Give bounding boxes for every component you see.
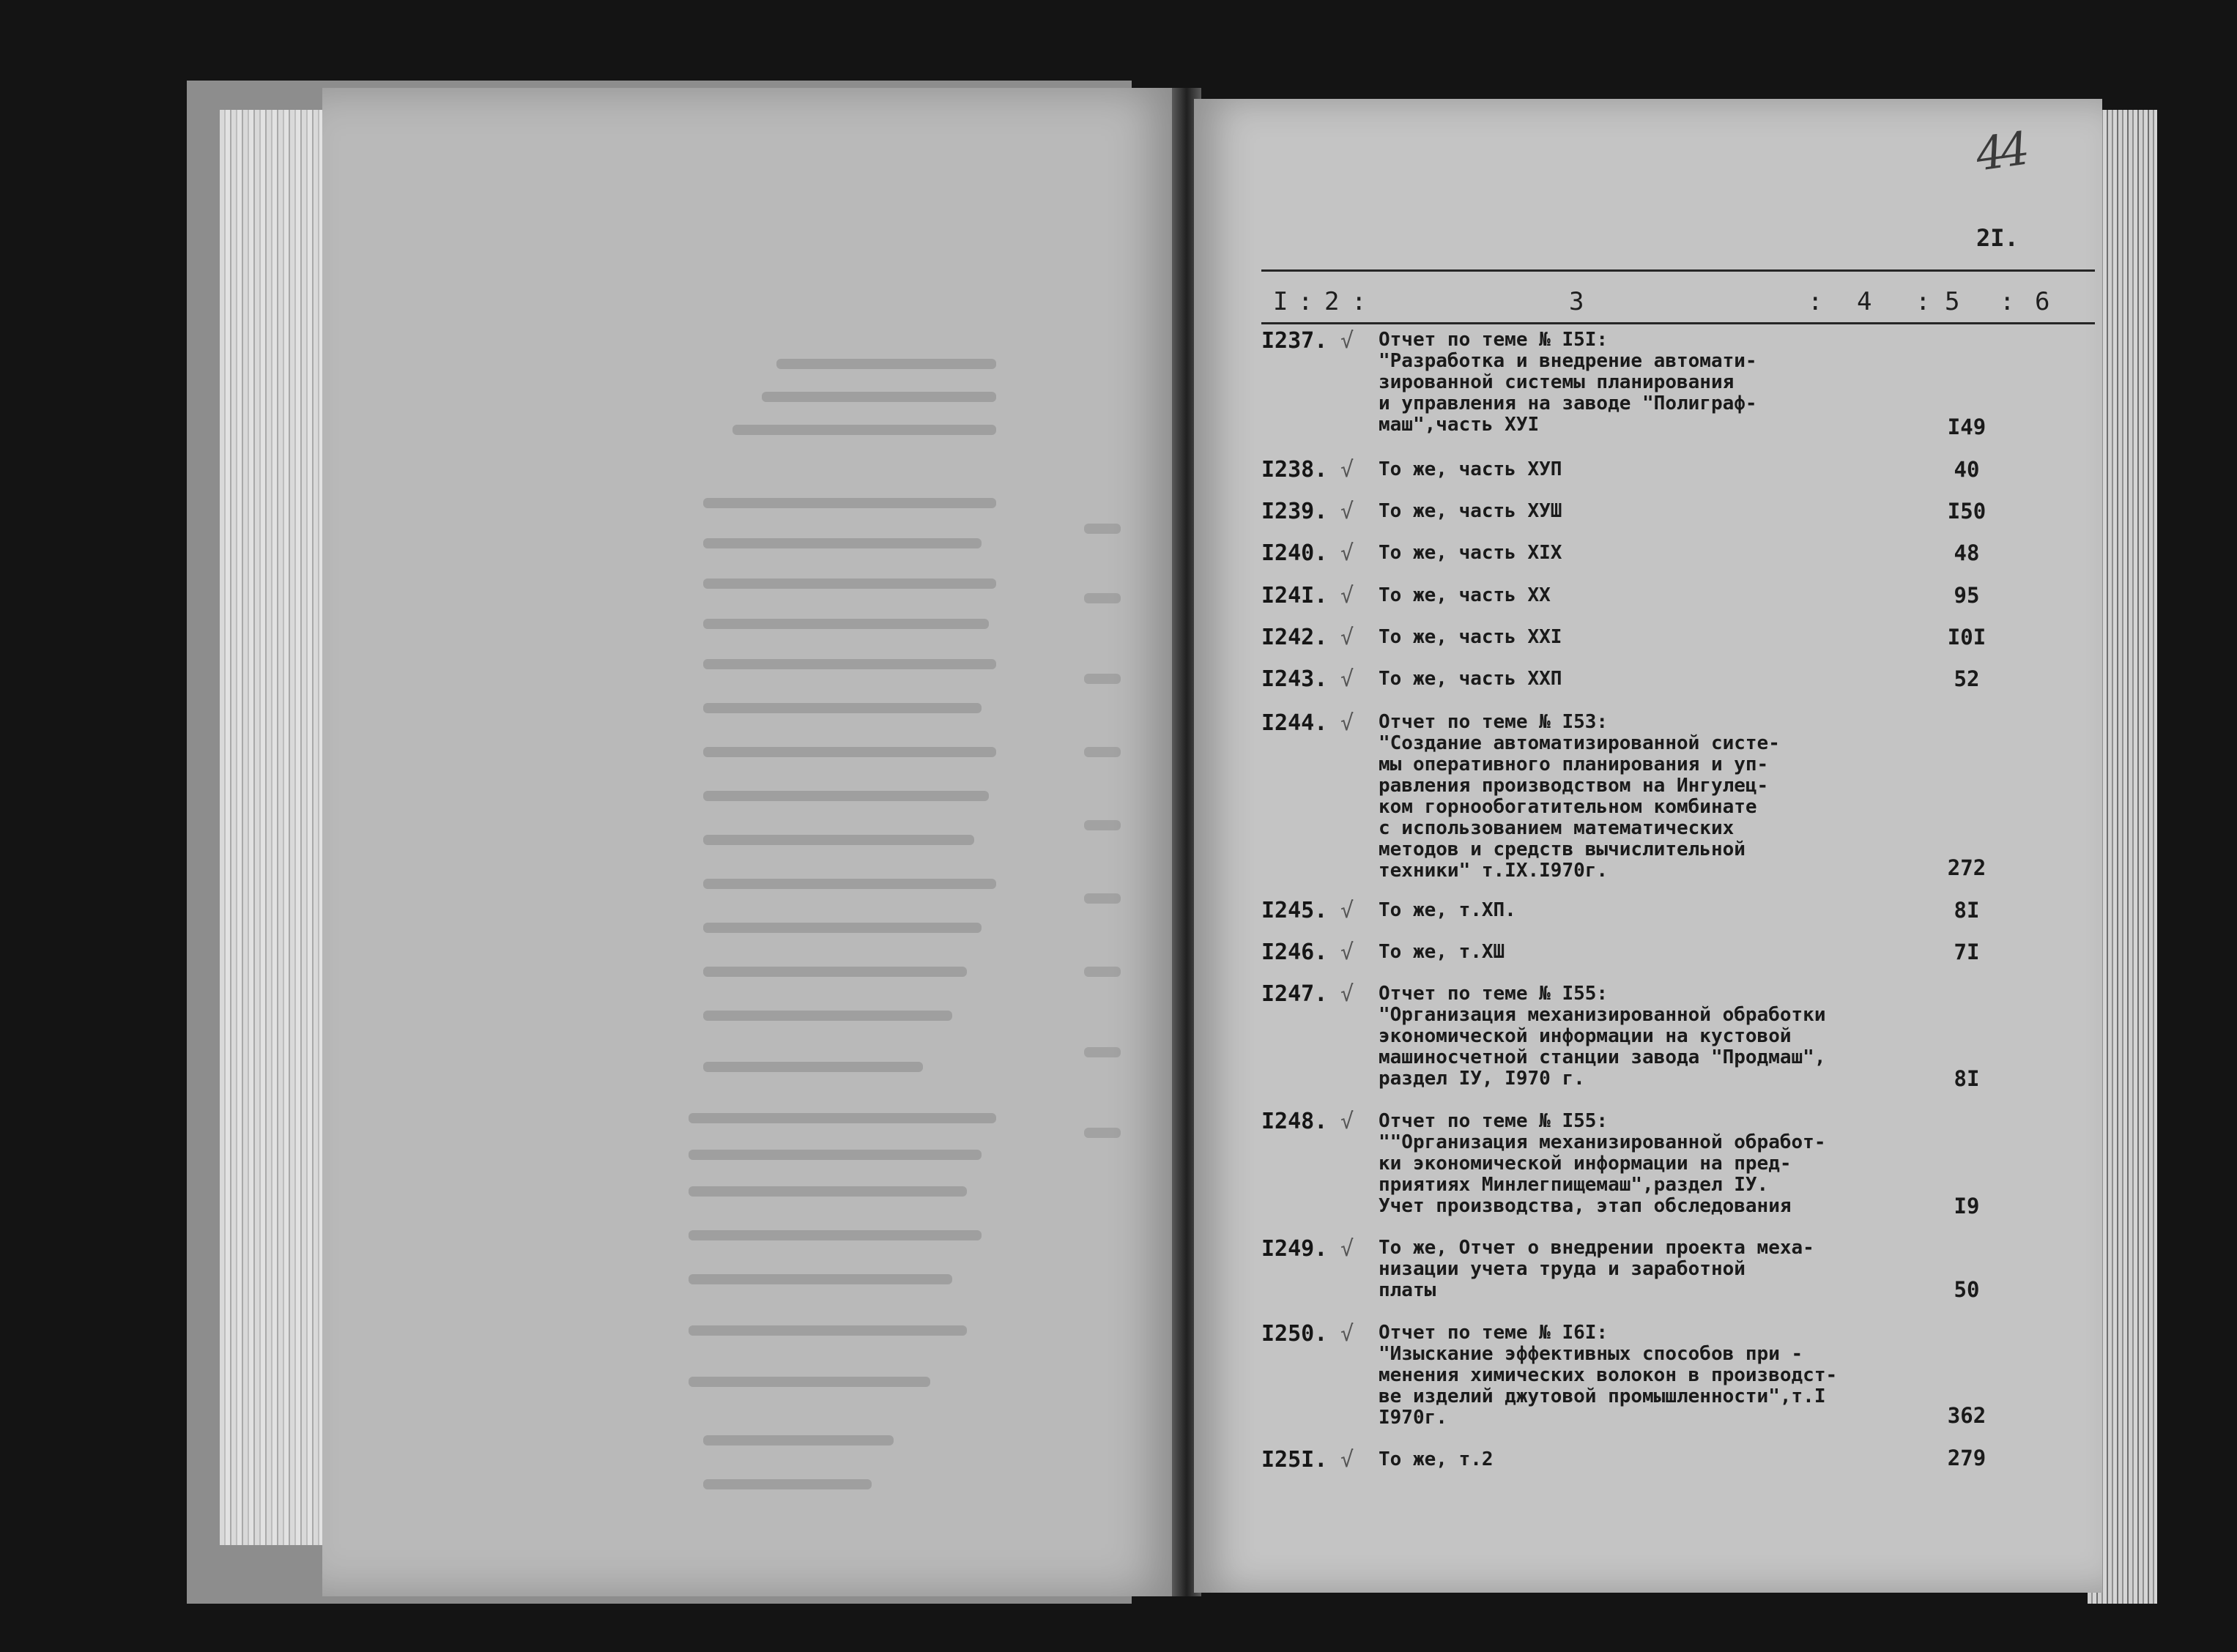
ghost-text-line (689, 1113, 996, 1123)
check-mark: √ (1340, 583, 1354, 609)
entry-value: 8I (1954, 898, 1980, 923)
handwritten-folio-number: 44 (1972, 122, 2029, 182)
entry-number: I25I. (1261, 1447, 1328, 1473)
ghost-text-line (703, 791, 989, 801)
ghost-text-line (703, 923, 982, 933)
left-page-edges (220, 110, 330, 1545)
entry-number: I237. (1261, 328, 1328, 354)
entry-description: То же, часть ХУП (1379, 458, 1562, 480)
ghost-text-line (703, 659, 996, 669)
column-separator: : (1298, 287, 1313, 316)
entry-value: 52 (1954, 666, 1980, 691)
entry-number: I248. (1261, 1109, 1328, 1134)
entry-description: То же, часть XIX (1379, 542, 1562, 564)
entry-number: I242. (1261, 625, 1328, 650)
ghost-text-line (689, 1325, 967, 1336)
ghost-number (1084, 524, 1121, 534)
check-mark: √ (1340, 981, 1354, 1007)
ghost-text-line (703, 703, 982, 713)
table-header-rule (1261, 322, 2095, 324)
entry-value: 279 (1947, 1446, 1986, 1470)
entry-description: То же, часть ХХ (1379, 584, 1551, 606)
check-mark: √ (1340, 710, 1354, 736)
column-header-2: 2 (1324, 287, 1340, 316)
ghost-text-line (689, 1274, 952, 1284)
ghost-number (1084, 674, 1121, 684)
entry-number: I250. (1261, 1321, 1328, 1347)
ghost-text-line (703, 835, 974, 845)
ghost-number (1084, 820, 1121, 830)
check-mark: √ (1340, 625, 1354, 650)
ghost-text-line (703, 619, 989, 629)
column-separator: : (1351, 287, 1367, 316)
column-header-3: 3 (1569, 287, 1584, 316)
entry-description: Отчет по теме № I5I: "Разработка и внедрение автомати- зированной системы планирования и управления на заводе "Полиграф- маш",часть ХУI (1379, 329, 1757, 436)
entry-value: I49 (1947, 414, 1986, 439)
ghost-text-line (703, 747, 996, 757)
ghost-text-line (703, 1435, 894, 1446)
entry-value: I50 (1947, 499, 1986, 524)
check-mark: √ (1340, 540, 1354, 566)
ghost-text-line (703, 498, 996, 508)
ghost-number (1084, 967, 1121, 977)
ghost-text-line (703, 1479, 872, 1489)
entry-number: I243. (1261, 666, 1328, 692)
entry-description: То же, часть XXI (1379, 626, 1562, 648)
entry-number: I246. (1261, 940, 1328, 965)
entry-value: 8I (1954, 1066, 1980, 1091)
column-header-6: 6 (2035, 287, 2050, 316)
ghost-number (1084, 1128, 1121, 1138)
entry-description: Отчет по теме № I53: "Создание автоматизированной систе- мы оперативного планирования и уп- равления производством на Ингулец- ком горнообогатительном комбинате с использованием математических методов и средств вычислительной техники" т.IX.I970г. (1379, 711, 1780, 882)
check-mark: √ (1340, 666, 1354, 692)
entry-number: I240. (1261, 540, 1328, 566)
entry-description: То же, Отчет о внедрении проекта меха- низации учета труда и заработной платы (1379, 1237, 1814, 1301)
column-header-1: I (1273, 287, 1288, 316)
ghost-text-line (703, 1011, 952, 1021)
entry-number: I244. (1261, 710, 1328, 736)
ghost-number (1084, 893, 1121, 904)
entry-value: 48 (1954, 540, 1980, 565)
ghost-text-line (689, 1230, 982, 1240)
check-mark: √ (1340, 1447, 1354, 1473)
entry-value: 50 (1954, 1277, 1980, 1302)
ghost-text-line (703, 967, 967, 977)
entry-description: То же, часть ХХП (1379, 668, 1562, 690)
entry-description: Отчет по теме № I55: ""Организация механизированной обработ- ки экономической информации на пред- приятиях Минлегпищемаш",раздел IУ. Учет производства, этап обследования (1379, 1110, 1826, 1217)
entry-value: 7I (1954, 940, 1980, 964)
ghost-text-line (703, 538, 982, 548)
entry-number: I245. (1261, 898, 1328, 923)
column-separator: : (1808, 287, 1823, 316)
entry-description: То же, т.ХП. (1379, 899, 1516, 921)
ghost-text-line (689, 1150, 982, 1160)
entry-value: I9 (1954, 1194, 1980, 1218)
check-mark: √ (1340, 1236, 1354, 1262)
check-mark: √ (1340, 499, 1354, 524)
ghost-number (1084, 747, 1121, 757)
entry-description: Отчет по теме № I6I: "Изыскание эффективных способов при - менения химических волокон в производст- ве изделий джутовой промышленности",т.I I970г. (1379, 1322, 1838, 1429)
ghost-text-line (703, 1062, 923, 1072)
entry-number: I249. (1261, 1236, 1328, 1262)
check-mark: √ (1340, 898, 1354, 923)
entry-number: I238. (1261, 457, 1328, 483)
ghost-text-line (703, 578, 996, 589)
entry-description: То же, часть ХУШ (1379, 500, 1562, 522)
ghost-text-line (703, 879, 996, 889)
entry-number: I239. (1261, 499, 1328, 524)
ghost-text-line (776, 359, 996, 369)
entry-description: То же, т.ХШ (1379, 941, 1505, 963)
ghost-text-line (689, 1377, 930, 1387)
check-mark: √ (1340, 940, 1354, 965)
entry-value: 362 (1947, 1403, 1986, 1428)
entry-value: I0I (1947, 625, 1986, 650)
ghost-text-line (689, 1186, 967, 1197)
entry-value: 95 (1954, 583, 1980, 608)
left-page-bleedthrough (322, 88, 1183, 1596)
column-header-5: 5 (1945, 287, 1960, 316)
check-mark: √ (1340, 457, 1354, 483)
ghost-text-line (762, 392, 996, 402)
table-top-rule (1261, 269, 2095, 272)
page-number: 2I. (1976, 224, 2019, 252)
check-mark: √ (1340, 328, 1354, 354)
entry-number: I247. (1261, 981, 1328, 1007)
ghost-number (1084, 1047, 1121, 1057)
ghost-text-line (732, 425, 996, 435)
entry-description: То же, т.2 (1379, 1448, 1494, 1470)
entry-value: 40 (1954, 457, 1980, 482)
entry-number: I24I. (1261, 583, 1328, 609)
entry-description: Отчет по теме № I55: "Организация механизированной обработки экономической информации на кустовой машиносчетной станции завода "Продмаш", раздел IУ, I970 г. (1379, 983, 1826, 1090)
column-separator: : (2000, 287, 2015, 316)
entry-value: 272 (1947, 855, 1986, 880)
check-mark: √ (1340, 1321, 1354, 1347)
check-mark: √ (1340, 1109, 1354, 1134)
column-separator: : (1915, 287, 1931, 316)
ghost-number (1084, 593, 1121, 603)
column-header-4: 4 (1857, 287, 1872, 316)
